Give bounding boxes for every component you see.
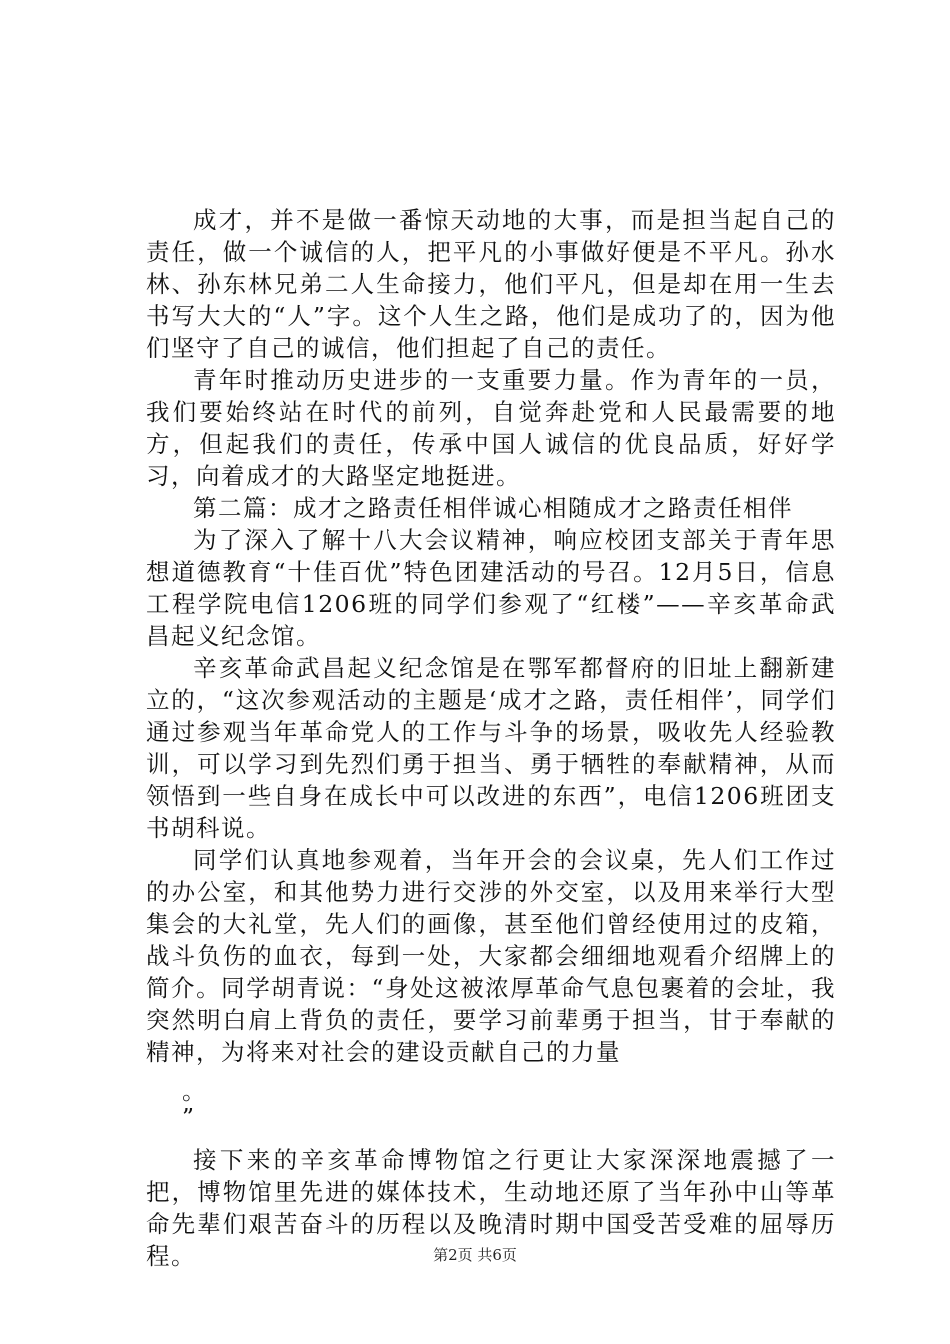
page-footer: 第2页 共6页 — [433, 1246, 517, 1264]
paragraph-1: 成才，并不是做一番惊天动地的大事，而是担当起自己的责任，做一个诚信的人，把平凡的小事做好便是不平凡。孙水林、孙东林兄弟二人生命接力，他们平凡，但是却在用一生去书写大大的“人”字。这个人生之路，他们是成功了的，因为他们坚守了自己的诚信，他们担起了自己的责任。 — [146, 206, 836, 362]
quote-period: 。 — [182, 1077, 207, 1105]
paragraph-5: 同学们认真地参观着，当年开会的会议桌，先人们工作过的办公室，和其他势力进行交涉的外交室，以及用来举行大型集会的大礼堂，先人们的画像，甚至他们曾经使用过的皮箱，战斗负伤的血衣，每到一处，大家都会细细地观看介绍牌上的简介。同学胡青说：“身处这被浓厚革命气息包裹着的会址，我突然明白肩上背负的责任，要学习前辈勇于担当，甘于奉献的精神，为将来对社会的建设贡献自己的力量 — [146, 846, 836, 1066]
document-body — [146, 204, 836, 1272]
quote-ending — [146, 1068, 836, 1144]
quote-close-mark: ” — [182, 1103, 196, 1131]
paragraph-4: 辛亥革命武昌起义纪念馆是在鄂军都督府的旧址上翻新建立的，“这次参观活动的主题是‘成才之路，责任相伴’，同学们通过参观当年革命党人的工作与斗争的场景，吸收先人经验教训，可以学习到先烈们勇于担当、勇于牺牲的奉献精神，从而领悟到一些自身在成长中可以改进的东西”，电信1206班团支书胡科说。 — [146, 654, 836, 842]
paragraph-2: 青年时推动历史进步的一支重要力量。作为青年的一员，我们要始终站在时代的前列，自觉奔赴党和人民最需要的地方，但起我们的责任，传承中国人诚信的优良品质，好好学习，向着成才的大路坚定地挺进。 — [146, 366, 836, 490]
paragraph-6: 接下来的辛亥革命博物馆之行更让大家深深地震撼了一把，博物馆里先进的媒体技术，生动地还原了当年孙中山等革命先辈们艰苦奋斗的历程以及晚清时期中国受苦受难的屈辱历程。 — [146, 1146, 836, 1270]
paragraph-3: 为了深入了解十八大会议精神，响应校团支部关于青年思想道德教育“十佳百优”特色团建活动的号召。12月5日，信息工程学院电信1206班的同学们参观了“红楼”——辛亥革命武昌起义纪念馆。 — [146, 526, 836, 650]
section-heading: 第二篇：成才之路责任相伴诚心相随成才之路责任相伴 — [193, 494, 793, 522]
